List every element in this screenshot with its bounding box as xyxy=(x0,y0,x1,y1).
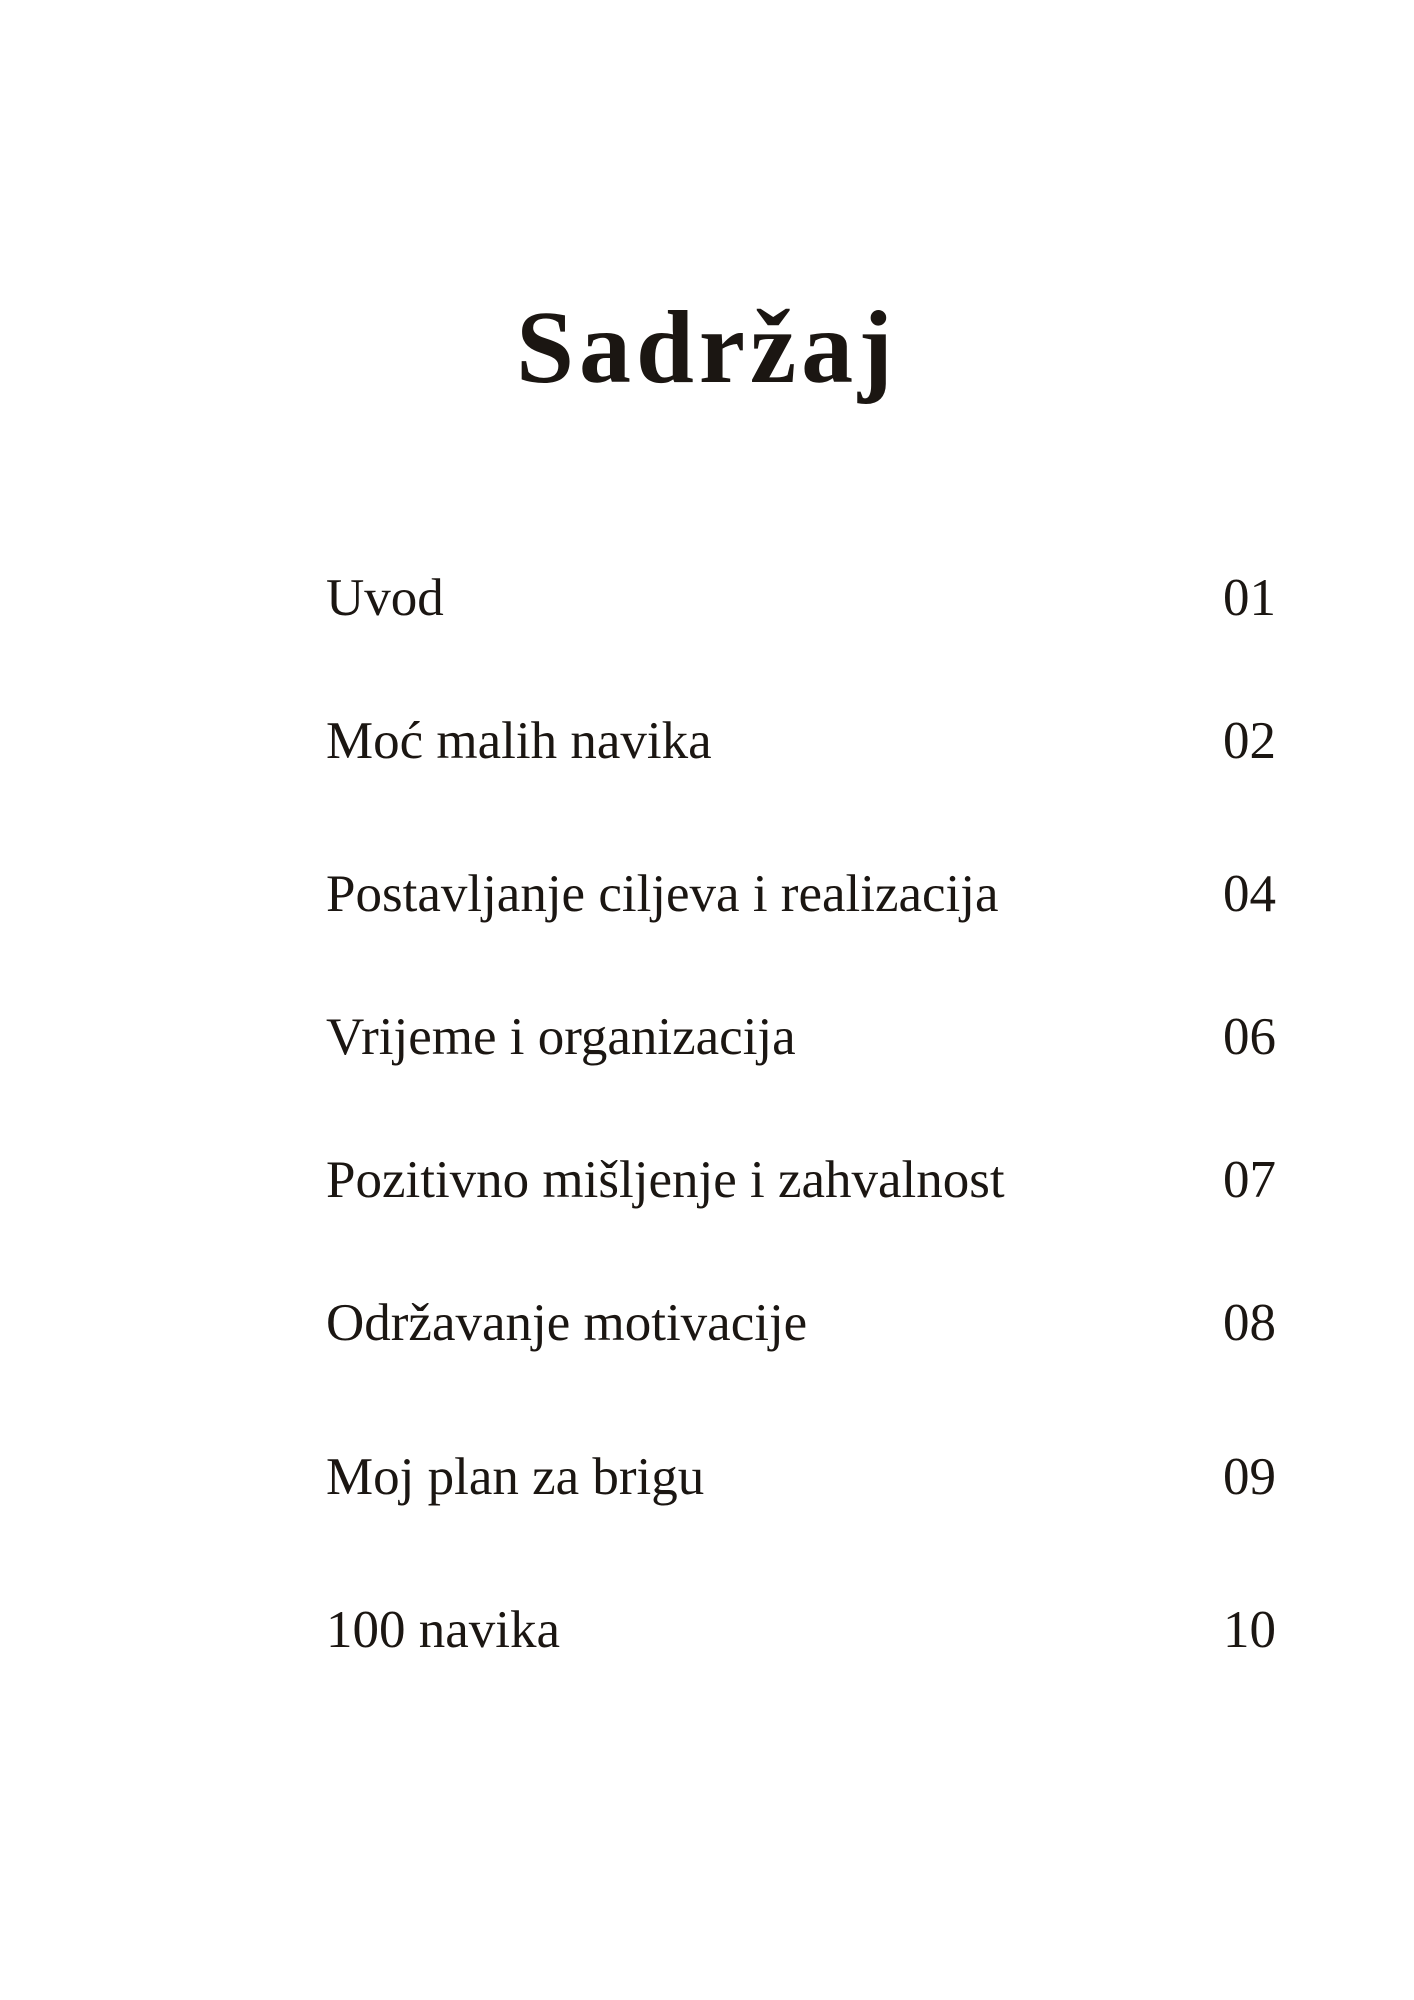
toc-entry-label: 100 navika xyxy=(326,1601,561,1659)
toc-entry-label: Pozitivno mišljenje i zahvalnost xyxy=(326,1151,1005,1209)
toc-entry-page-number: 07 xyxy=(1223,1151,1276,1209)
toc-entry-page-number: 01 xyxy=(1223,569,1276,627)
toc-entry-moc-malih-navika[interactable] xyxy=(326,706,1276,776)
toc-entry-label: Uvod xyxy=(326,569,444,627)
toc-entry-vrijeme-i-organizacija[interactable] xyxy=(326,1002,1276,1072)
toc-entry-100-navika[interactable] xyxy=(326,1595,1276,1665)
toc-entry-label: Moć malih navika xyxy=(326,712,712,770)
toc-entry-postavljanje-ciljeva[interactable] xyxy=(326,859,1276,929)
toc-entry-label: Moj plan za brigu xyxy=(326,1448,705,1506)
toc-entry-moj-plan-za-brigu[interactable] xyxy=(326,1442,1276,1512)
toc-entry-page-number: 04 xyxy=(1223,865,1276,923)
toc-entry-page-number: 08 xyxy=(1223,1294,1276,1352)
toc-entry-page-number: 10 xyxy=(1223,1601,1276,1659)
toc-entry-label: Postavljanje ciljeva i realizacija xyxy=(326,865,999,923)
toc-entry-label: Održavanje motivacije xyxy=(326,1294,808,1352)
toc-entry-page-number: 02 xyxy=(1223,712,1276,770)
toc-entry-page-number: 09 xyxy=(1223,1448,1276,1506)
toc-entry-odrzavanje-motivacije[interactable] xyxy=(326,1288,1276,1358)
toc-entry-label: Vrijeme i organizacija xyxy=(326,1008,796,1066)
toc-entry-uvod[interactable] xyxy=(326,563,1276,633)
page-title: Sadržaj xyxy=(516,290,898,405)
toc-entry-page-number: 06 xyxy=(1223,1008,1276,1066)
toc-entry-pozitivno-misljenje[interactable] xyxy=(326,1145,1276,1215)
